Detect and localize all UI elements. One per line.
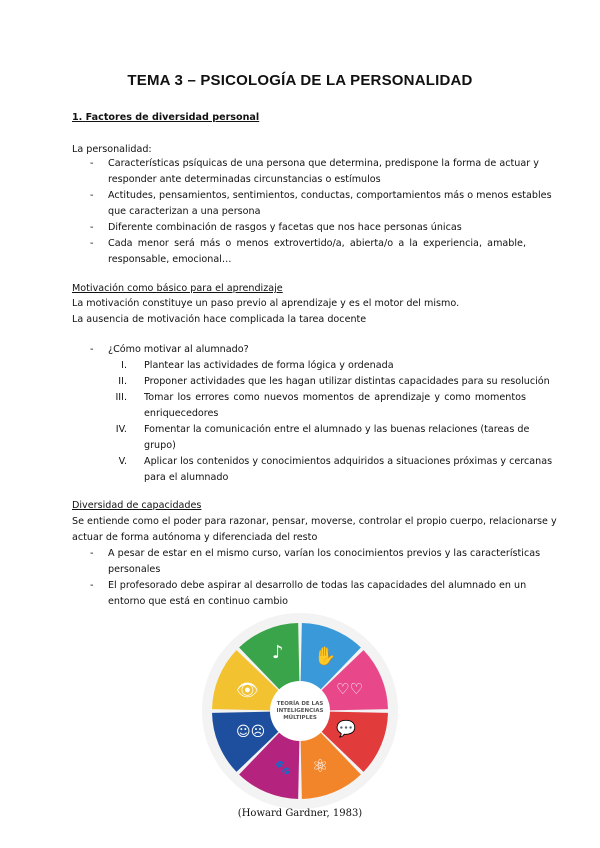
- atom-icon: ⚛: [312, 756, 329, 777]
- step-number: III.: [115, 392, 127, 403]
- hearts-icon: ♡♡: [336, 680, 363, 698]
- list-item-line: personales: [108, 564, 161, 575]
- section-number: 1.: [72, 112, 83, 123]
- list-item-line: responsable, emocional…: [108, 254, 232, 265]
- personality-intro: La personalidad:: [72, 144, 152, 155]
- step-line: para el alumnado: [144, 472, 229, 483]
- list-item-line: Diferente combinación de rasgos y facetas que nos hace personas únicas: [108, 222, 462, 233]
- step-number: V.: [118, 456, 127, 467]
- capacities-heading: Diversidad de capacidades: [72, 500, 202, 511]
- step-number: II.: [118, 376, 127, 387]
- list-item-line: que caracterizan a una persona: [108, 206, 261, 217]
- bullet-dash: -: [90, 222, 94, 233]
- list-item-line: responder ante determinadas circunstancias o estímulos: [108, 174, 381, 185]
- center-label: TEORÍA DE LAS: [276, 701, 324, 707]
- bullet-dash: -: [90, 580, 94, 591]
- list-item-line: A pesar de estar en el mismo curso, varían los conocimientos previos y las características: [108, 548, 541, 559]
- motivation-heading: Motivación como básico para el aprendizaje: [72, 283, 283, 294]
- step-line: Proponer actividades que les hagan utilizar distintas capacidades para su resolución: [144, 376, 550, 387]
- step-number: IV.: [115, 424, 127, 435]
- section-title: Factores de diversidad personal: [85, 112, 260, 123]
- bullet-dash: -: [90, 238, 94, 249]
- bullet-dash: -: [90, 344, 94, 355]
- hand-icon: ✋: [314, 646, 337, 667]
- paw-icon: 🐾: [274, 760, 292, 776]
- eye-icon: 👁: [236, 680, 259, 701]
- step-line: Fomentar la comunicación entre el alumnado y las buenas relaciones (tareas de: [144, 424, 530, 435]
- step-line: Aplicar los contenidos y conocimientos adquiridos a situaciones próximas y cercanas: [144, 456, 553, 467]
- smiley-icon: ☺☹: [236, 724, 266, 740]
- motivation-line: La ausencia de motivación hace complicada la tarea docente: [72, 314, 367, 325]
- step-line: Tomar los errores como nuevos momentos de aprendizaje y como momentos: [144, 392, 526, 403]
- list-item-line: El profesorado debe aspirar al desarrollo de todas las capacidades del alumnado en un: [108, 580, 527, 591]
- bullet-dash: -: [90, 190, 94, 201]
- center-label: MÚLTIPLES: [283, 715, 317, 721]
- list-item-line: Características psíquicas de una persona que determina, predispone la forma de actuar y: [108, 158, 539, 169]
- section-heading-factores: [72, 110, 259, 126]
- list-item-line: entorno que está en continuo cambio: [108, 596, 288, 607]
- step-line: grupo): [144, 440, 176, 451]
- motivation-question: ¿Cómo motivar al alumnado?: [108, 344, 249, 355]
- bullet-dash: -: [90, 548, 94, 559]
- motivation-line: La motivación constituye un paso previo al aprendizaje y es el motor del mismo.: [72, 298, 460, 309]
- step-number: I.: [121, 360, 127, 371]
- list-item-line: Cada menor será más o menos extrovertido/a, abierta/o a la experiencia, amable,: [108, 238, 526, 249]
- page-title: TEMA 3 – PSICOLOGÍA DE LA PERSONALIDAD: [127, 72, 473, 89]
- bullet-dash: -: [90, 158, 94, 169]
- step-line: Plantear las actividades de forma lógica y ordenada: [144, 360, 394, 371]
- step-line: enriquecedores: [144, 408, 219, 419]
- music-note-icon: ♪: [272, 642, 284, 663]
- list-item-line: Actitudes, pensamientos, sentimientos, conductas, comportamientos más o menos estables: [108, 190, 552, 201]
- speech-bubble-icon: 💬: [336, 719, 356, 738]
- multiple-intelligences-wheel: [200, 612, 400, 810]
- figure-caption: (Howard Gardner, 1983): [237, 808, 363, 819]
- capacities-line: actuar de forma autónoma y diferenciada del resto: [72, 532, 318, 543]
- capacities-line: Se entiende como el poder para razonar, pensar, moverse, controlar el propio cuerpo, relacionarse y: [72, 516, 557, 527]
- center-label: INTELIGENCIAS: [276, 708, 324, 714]
